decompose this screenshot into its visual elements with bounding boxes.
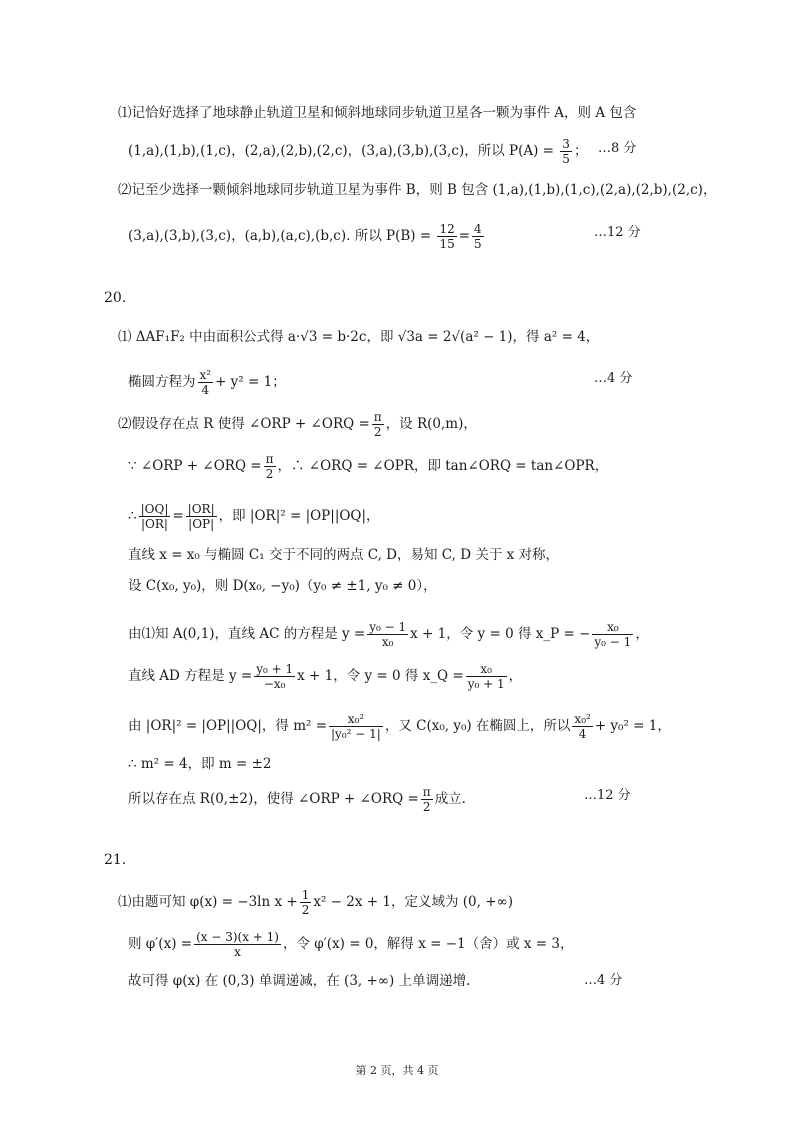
fraction: $\frac{\text{x₀²}}{\text{|y₀² − 1|}}$ [331,712,381,741]
fraction: $\frac{\text{x₀}}{\text{y₀ − 1}}$ [594,620,632,649]
q20-line6: 直线 x = x₀ 与椭圆 C₁ 交于不同的两点 C, D，易知 C, D 关于 x 对称， [128,547,560,563]
q20-line5: ∴ $\frac{|OQ|}{|OR|}$ = $\frac{|OR|}{|OP|}$ ，即 |OR|² = |OP||OQ|， [128,502,380,531]
q21-line2: 则 φ′(x) = $\frac{(x - 3)(x + 1)}{x}$ ，令 φ′(x) = 0，解得 x = −1（舍）或 x = 3， [128,930,574,959]
fraction: $\frac{\text{x₀²}}{4}$ [574,712,591,741]
question-number: 20. [104,290,127,306]
fraction: $\frac{|OQ|}{|OR|}$ [140,502,169,531]
q20-line11: ∴ m² = 4，即 m = ±2 [128,756,272,772]
q19-part2-line1: ⑵记至少选择一颗倾斜地球同步轨道卫星为事件 B，则 B 包含 (1,a),(1,b),(1,c),(2,a),(2,b),(2,c)， [118,182,717,198]
q20-line12: 所以存在点 R(0,±2)，使得 ∠ORP + ∠ORQ = $\frac{\pi}{2}$ 成立. [128,785,466,814]
score-mark: …4 分 [584,973,623,988]
q20-line4: ∵ ∠ORP + ∠ORQ = $\frac{\pi}{2}$ ，∴ ∠ORQ = ∠OPR，即 tan∠ORQ = tan∠OPR， [128,452,609,481]
score-mark: …4 分 [594,371,633,386]
fraction: $\frac{12}{15}$ [439,222,455,251]
fraction: $\frac{\text{y₀ + 1}}{\text{−x₀}}$ [256,662,294,691]
fraction: $\frac{\text{y₀ − 1}}{\text{x₀}}$ [369,620,407,649]
q20-line2: 椭圆方程为 $\frac{\text{x²}}{4}$ + y² = 1； [128,368,286,397]
fraction: $\frac{|OR|}{|OP|}$ [187,502,215,531]
fraction: $\frac{1}{2}$ [301,888,310,917]
score-mark: …12 分 [594,225,641,240]
score-mark: …12 分 [584,788,631,803]
q19-part1-line2: (1,a),(1,b),(1,c)，(2,a),(2,b),(2,c)，(3,a),(3,b),(3,c)，所以 P(A) = $\frac{3}{5}$ ； [128,137,588,166]
q19-part1-line1: ⑴记恰好选择了地球静止轨道卫星和倾斜地球同步轨道卫星各一颗为事件 A，则 A 包含 [118,105,637,121]
fraction: $\frac{\text{x₀}}{\text{y₀ + 1}}$ [467,662,505,691]
q20-line3: ⑵假设存在点 R 使得 ∠ORP + ∠ORQ = $\frac{\pi}{2}$ ，设 R(0,m)， [118,410,477,439]
fraction: $\frac{(x - 3)(x + 1)}{x}$ [196,930,279,959]
q20-line9: 直线 AD 方程是 y = $\frac{\text{y₀ + 1}}{\text{−x₀}}$ x + 1，令 y = 0 得 x_Q = $\frac{\text{x₀}}{\text{y₀ + 1}}$ ， [128,662,523,691]
page-footer: 第 2 页，共 4 页 [355,1064,439,1077]
q19-part1-outcomes: (1,a),(1,b),(1,c)，(2,a),(2,b),(2,c)，(3,a),(3,b),(3,c)，所以 P(A) = [128,143,554,159]
q20-line1: ⑴ ΔAF₁F₂ 中由面积公式得 a·√3 = b·2c，即 √3a = 2√(a² − 1)，得 a² = 4， [118,329,600,345]
fraction: $\frac{\pi}{2}$ [265,452,274,481]
q20-line8: 由⑴知 A(0,1)，直线 AC 的方程是 y = $\frac{\text{y₀ − 1}}{\text{x₀}}$ x + 1，令 y = 0 得 x_P = − $\frac{\text{x₀}}{\text{y₀ − 1}}$ ， [128,620,649,649]
q21-line3: 故可得 φ(x) 在 (0,3) 单调递减，在 (3, +∞) 上单调递增. [128,973,471,989]
fraction: $\frac{\pi}{2}$ [373,410,382,439]
q19-part2-line2: (3,a),(3,b),(3,c)，(a,b),(a,c),(b,c). 所以 P(B) = $\frac{12}{15}$ = $\frac{4}{5}$ [128,222,482,251]
q20-line7: 设 C(x₀, y₀)，则 D(x₀, −y₀)（y₀ ≠ ±1, y₀ ≠ 0）， [128,578,437,594]
score-mark: …8 分 [598,141,637,156]
fraction: $\frac{\pi}{2}$ [422,785,431,814]
q21-line1: ⑴由题可知 φ(x) = −3ln x + $\frac{1}{2}$ x² − 2x + 1，定义域为 (0, +∞) [118,888,514,917]
fraction: $\frac{3}{5}$ [562,137,570,166]
fraction: $\frac{\text{x²}}{4}$ [199,368,212,397]
question-number: 21. [104,852,127,868]
fraction: $\frac{4}{5}$ [474,222,482,251]
q20-line10: 由 |OR|² = |OP||OQ|，得 m² = $\frac{\text{x₀²}}{\text{|y₀² − 1|}}$ ，又 C(x₀, y₀) 在椭圆上，所以 $\frac{\text{x₀²}}{4}$ + y₀² = 1， [128,712,671,741]
